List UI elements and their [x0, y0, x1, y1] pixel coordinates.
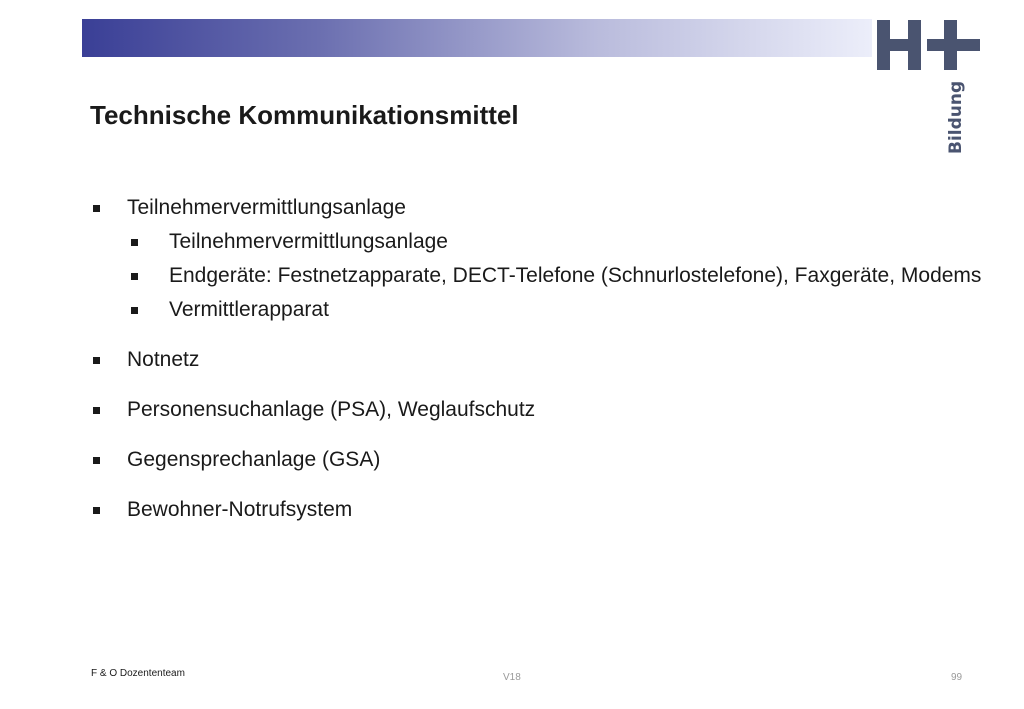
square-bullet-icon [93, 357, 100, 364]
list-item [90, 194, 1000, 222]
slide-title: Technische Kommunikationsmittel [90, 100, 519, 130]
square-bullet-icon [131, 239, 138, 246]
list-item [90, 262, 1000, 290]
square-bullet-icon [93, 457, 100, 464]
list-item [90, 228, 1000, 256]
list-item [90, 496, 1000, 524]
logo-subtitle: Bildung [946, 80, 966, 154]
list-item-text: Gegensprechanlage (GSA) [127, 448, 381, 471]
bullet-list [90, 194, 1000, 524]
list-item-text: Personensuchanlage (PSA), Weglaufschutz [127, 398, 536, 421]
list-item-text: Teilnehmervermittlungsanlage [127, 196, 406, 219]
footer-version: V18 [503, 672, 521, 683]
square-bullet-icon [93, 507, 100, 514]
hplus-logo-graphic [874, 18, 984, 158]
header-gradient-band [82, 19, 872, 57]
list-item [90, 296, 1000, 324]
square-bullet-icon [131, 307, 138, 314]
square-bullet-icon [131, 273, 138, 280]
list-item [90, 346, 1000, 374]
page-number: 99 [951, 672, 963, 683]
list-item-text: Teilnehmervermittlungsanlage [169, 230, 448, 253]
footer-author: F & O Dozententeam [91, 668, 185, 679]
list-item-text: Bewohner-Notrufsystem [127, 498, 353, 521]
list-item-text: Notnetz [127, 348, 200, 371]
hplus-bildung-logo [874, 18, 984, 158]
square-bullet-icon [93, 407, 100, 414]
list-item-text: Endgeräte: Festnetzapparate, DECT-Telefone (Schnurlostelefone), Faxgeräte, Modems [169, 264, 982, 287]
list-item-text: Vermittlerapparat [169, 298, 329, 321]
list-item [90, 446, 1000, 474]
square-bullet-icon [93, 205, 100, 212]
list-item [90, 396, 1000, 424]
